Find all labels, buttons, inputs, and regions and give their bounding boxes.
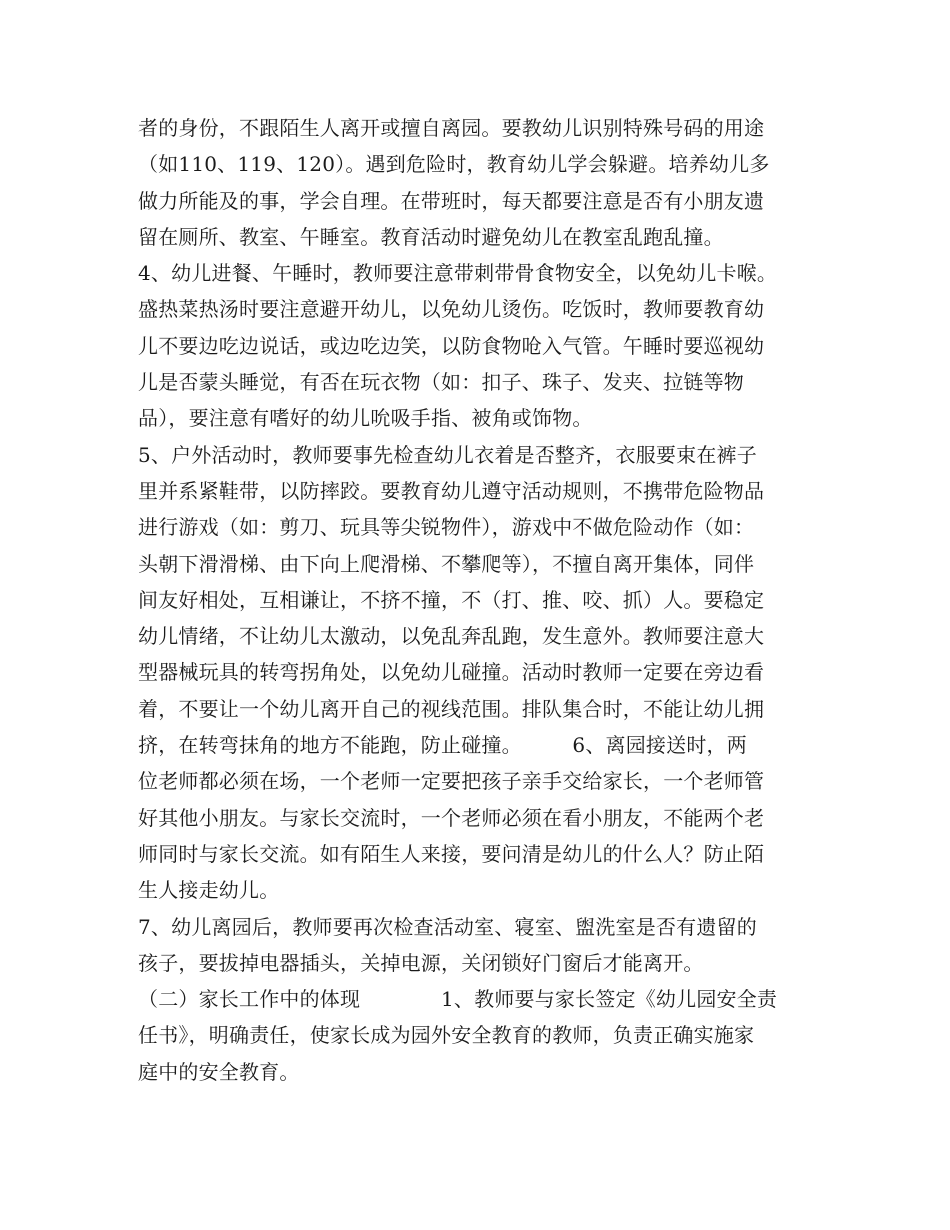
- text-line: 庭中的安全教育。: [138, 1059, 300, 1084]
- text-line: 儿是否蒙头睡觉，有否在玩衣物（如：扣子、珠子、发夹、拉链等物: [138, 370, 744, 395]
- text-line: 幼儿情绪，不让幼儿太激动，以免乱奔乱跑，发生意外。教师要注意大: [138, 624, 765, 649]
- text-line: 7、幼儿离园后，教师要再次检查活动室、寝室、盥洗室是否有遗留的: [138, 914, 757, 939]
- text-line: 挤，在转弯抹角的地方不能跑，防止碰撞。 6、离园接送时，两: [138, 733, 747, 758]
- text-line: 里并系紧鞋带，以防摔跤。要教育幼儿遵守活动规则，不携带危险物品: [138, 478, 765, 503]
- text-line: 儿不要边吃边说话，或边吃边笑，以防食物呛入气管。午睡时要巡视幼: [138, 333, 765, 358]
- text-line: 进行游戏（如：剪刀、玩具等尖锐物件），游戏中不做危险动作（如：: [138, 515, 755, 540]
- text-line: 者的身份，不跟陌生人离开或擅自离园。要教幼儿识别特殊号码的用途: [138, 116, 765, 140]
- text-line: 型器械玩具的转弯拐角处，以免幼儿碰撞。活动时教师一定要在旁边看: [138, 660, 765, 685]
- text-line: 好其他小朋友。与家长交流时，一个老师必须在看小朋友，不能两个老: [138, 805, 765, 830]
- text-line: 5、户外活动时，教师要事先检查幼儿衣着是否整齐，衣服要束在裤子: [138, 442, 757, 467]
- text-line: 着，不要让一个幼儿离开自己的视线范围。排队集合时，不能让幼儿拥: [138, 696, 765, 721]
- text-line: 4、幼儿进餐、午睡时，教师要注意带刺带骨食物安全，以免幼儿卡喉。: [138, 261, 778, 286]
- text-line: 品），要注意有嗜好的幼儿吮吸手指、被角或饰物。: [138, 406, 593, 431]
- document-body: [138, 110, 818, 1090]
- text-line: 任书》，明确责任，使家长成为园外安全教育的教师，负责正确实施家: [138, 1023, 755, 1048]
- text-line: 孩子，要拔掉电器插头，关掉电源，关闭锁好门窗后才能离开。: [138, 950, 704, 975]
- text-line: 师同时与家长交流。如有陌生人来接，要问清是幼儿的什么人？防止陌: [138, 841, 765, 866]
- text-line: 留在厕所、教室、午睡室。教育活动时避免幼儿在教室乱跑乱撞。: [138, 224, 724, 249]
- text-line: 盛热菜热汤时要注意避开幼儿，以免幼儿烫伤。吃饭时，教师要教育幼: [138, 297, 765, 322]
- text-line: 生人接走幼儿。: [138, 878, 280, 903]
- text-line: 位老师都必须在场，一个老师一定要把孩子亲手交给家长，一个老师管: [138, 769, 765, 794]
- text-line: （二）家长工作中的体现 1、教师要与家长签定《幼儿园安全责: [138, 987, 778, 1012]
- text-line: 头朝下滑滑梯、由下向上爬滑梯、不攀爬等），不擅自离开集体，同伴: [138, 551, 755, 576]
- text-line: （如110、119、120）。遇到危险时，教育幼儿学会躲避。培养幼儿多: [138, 152, 770, 177]
- text-line: 间友好相处，互相谦让，不挤不撞，不（打、推、咬、抓）人。要稳定: [138, 587, 765, 612]
- text-line: 做力所能及的事，学会自理。在带班时，每天都要注意是否有小朋友遗: [138, 188, 765, 213]
